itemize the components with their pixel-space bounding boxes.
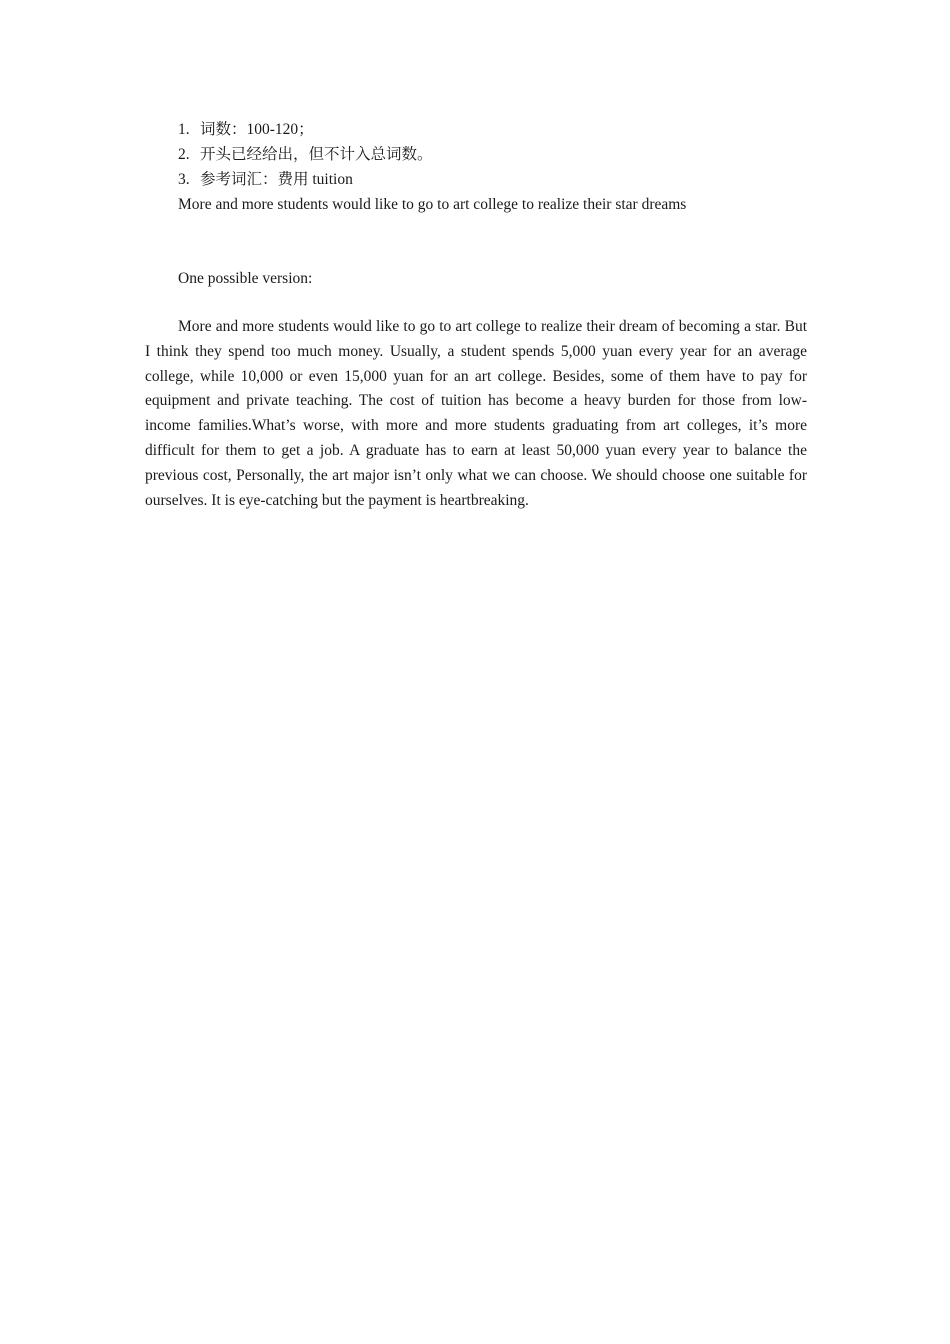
requirement-item [178,167,818,192]
requirement-item [178,142,818,167]
requirement-text: 参考词汇：费用 tuition [200,171,353,188]
essay-opening-line: More and more students would like to go to art college to realize their star dreams [178,196,687,213]
requirement-text: 开头已经给出，但不计入总词数。 [200,146,433,163]
requirement-number: 2. [178,146,190,163]
version-label: One possible version: [178,270,313,287]
requirement-item [178,117,818,142]
requirement-number: 1. [178,121,190,138]
requirements-list [178,117,818,192]
sample-essay-paragraph: More and more students would like to go to art college to realize their dream of becoming a star. But I think they spend too much money. Usually, a student spends 5,000 yuan every year for an average college, while 10,000 or even 15,000 yuan for an art college. Besides, some of them have to pay for equipment and private teaching. The cost of tuition has become a heavy burden for those from low-income families.What’s worse, with more and more students graduating from art colleges, it’s more difficult for them to get a job. A graduate has to earn at least 50,000 yuan every year to balance the previous cost, Personally, the art major isn’t only what we can choose. We should choose one suitable for ourselves. It is eye-catching but the payment is heartbreaking. [145,318,807,509]
requirement-number: 3. [178,171,190,188]
requirement-text: 词数：100-120； [200,121,314,138]
